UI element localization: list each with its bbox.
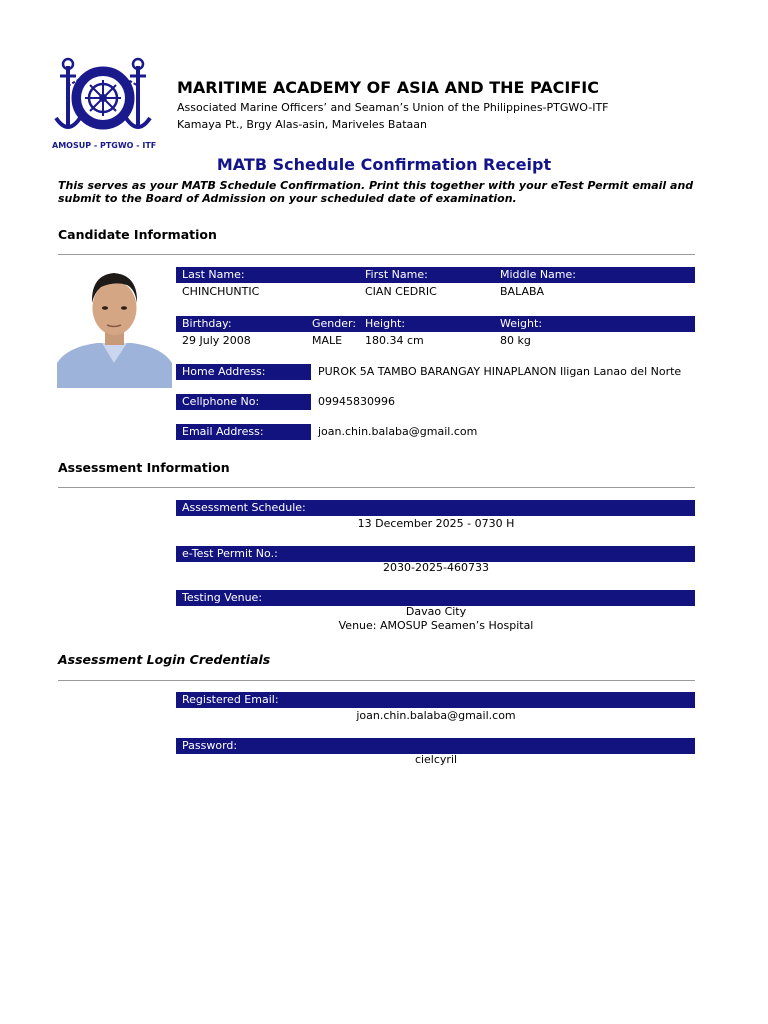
assessment-info-heading: Assessment Information [58,460,230,475]
middle-name-value: BALABA [500,285,545,298]
birthday-value: 29 July 2008 [182,334,251,347]
section-divider [58,680,695,681]
weight-label: Weight: [500,317,543,330]
home-address-label: Home Address: [182,365,266,378]
email-label: Email Address: [182,425,264,438]
notice-text: This serves as your MATB Schedule Confirmation. Print this together with your eTest Permit email and submit to the Board of Admission on your scheduled date of examination. [58,179,694,205]
gender-value: MALE [312,334,343,347]
height-label: Height: [365,317,406,330]
last-name-label: Last Name: [182,268,245,281]
password-label: Password: [182,739,238,752]
email-value: joan.chin.balaba@gmail.com [318,425,478,438]
union-name: Associated Marine Officers’ and Seaman’s Union of the Philippines-PTGWO-ITF [177,101,609,114]
registered-email-label: Registered Email: [182,693,279,706]
permit-label: e-Test Permit No.: [182,547,278,560]
schedule-value: 13 December 2025 - 0730 H [357,517,515,530]
venue-name: Venue: AMOSUP Seamen’s Hospital [338,619,534,632]
section-divider [58,254,695,255]
cellphone-value: 09945830996 [318,395,395,408]
receipt-title: MATB Schedule Confirmation Receipt [216,155,552,174]
organization-address: Kamaya Pt., Brgy Alas-asin, Mariveles Bataan [177,118,427,131]
registered-email-value: joan.chin.balaba@gmail.com [356,709,516,722]
home-address-value: PUROK 5A TAMBO BARANGAY HINAPLANON Iligan Lanao del Norte [318,365,682,378]
height-value: 180.34 cm [365,334,424,347]
password-value: cielcyril [414,753,458,766]
birthday-label: Birthday: [182,317,232,330]
password-bar [176,738,695,754]
section-divider [58,487,695,488]
weight-value: 80 kg [500,334,531,347]
credentials-heading: Assessment Login Credentials [58,652,271,667]
schedule-label: Assessment Schedule: [182,501,306,514]
name-header-bar [176,267,695,283]
gender-label: Gender: [312,317,357,330]
cellphone-label: Cellphone No: [182,395,260,408]
middle-name-label: Middle Name: [500,268,576,281]
first-name-label: First Name: [365,268,428,281]
organization-name: MARITIME ACADEMY OF ASIA AND THE PACIFIC [177,78,599,97]
candidate-photo [57,263,172,388]
last-name-value: CHINCHUNTIC [182,285,260,298]
candidate-info-heading: Candidate Information [58,227,217,242]
first-name-value: CIAN CEDRIC [365,285,437,298]
logo-caption: AMOSUP - PTGWO - ITF [52,141,157,150]
physical-header-bar [176,316,695,332]
venue-label: Testing Venue: [182,591,263,604]
permit-value: 2030-2025-460733 [383,561,489,574]
venue-city: Davao City [405,605,467,618]
